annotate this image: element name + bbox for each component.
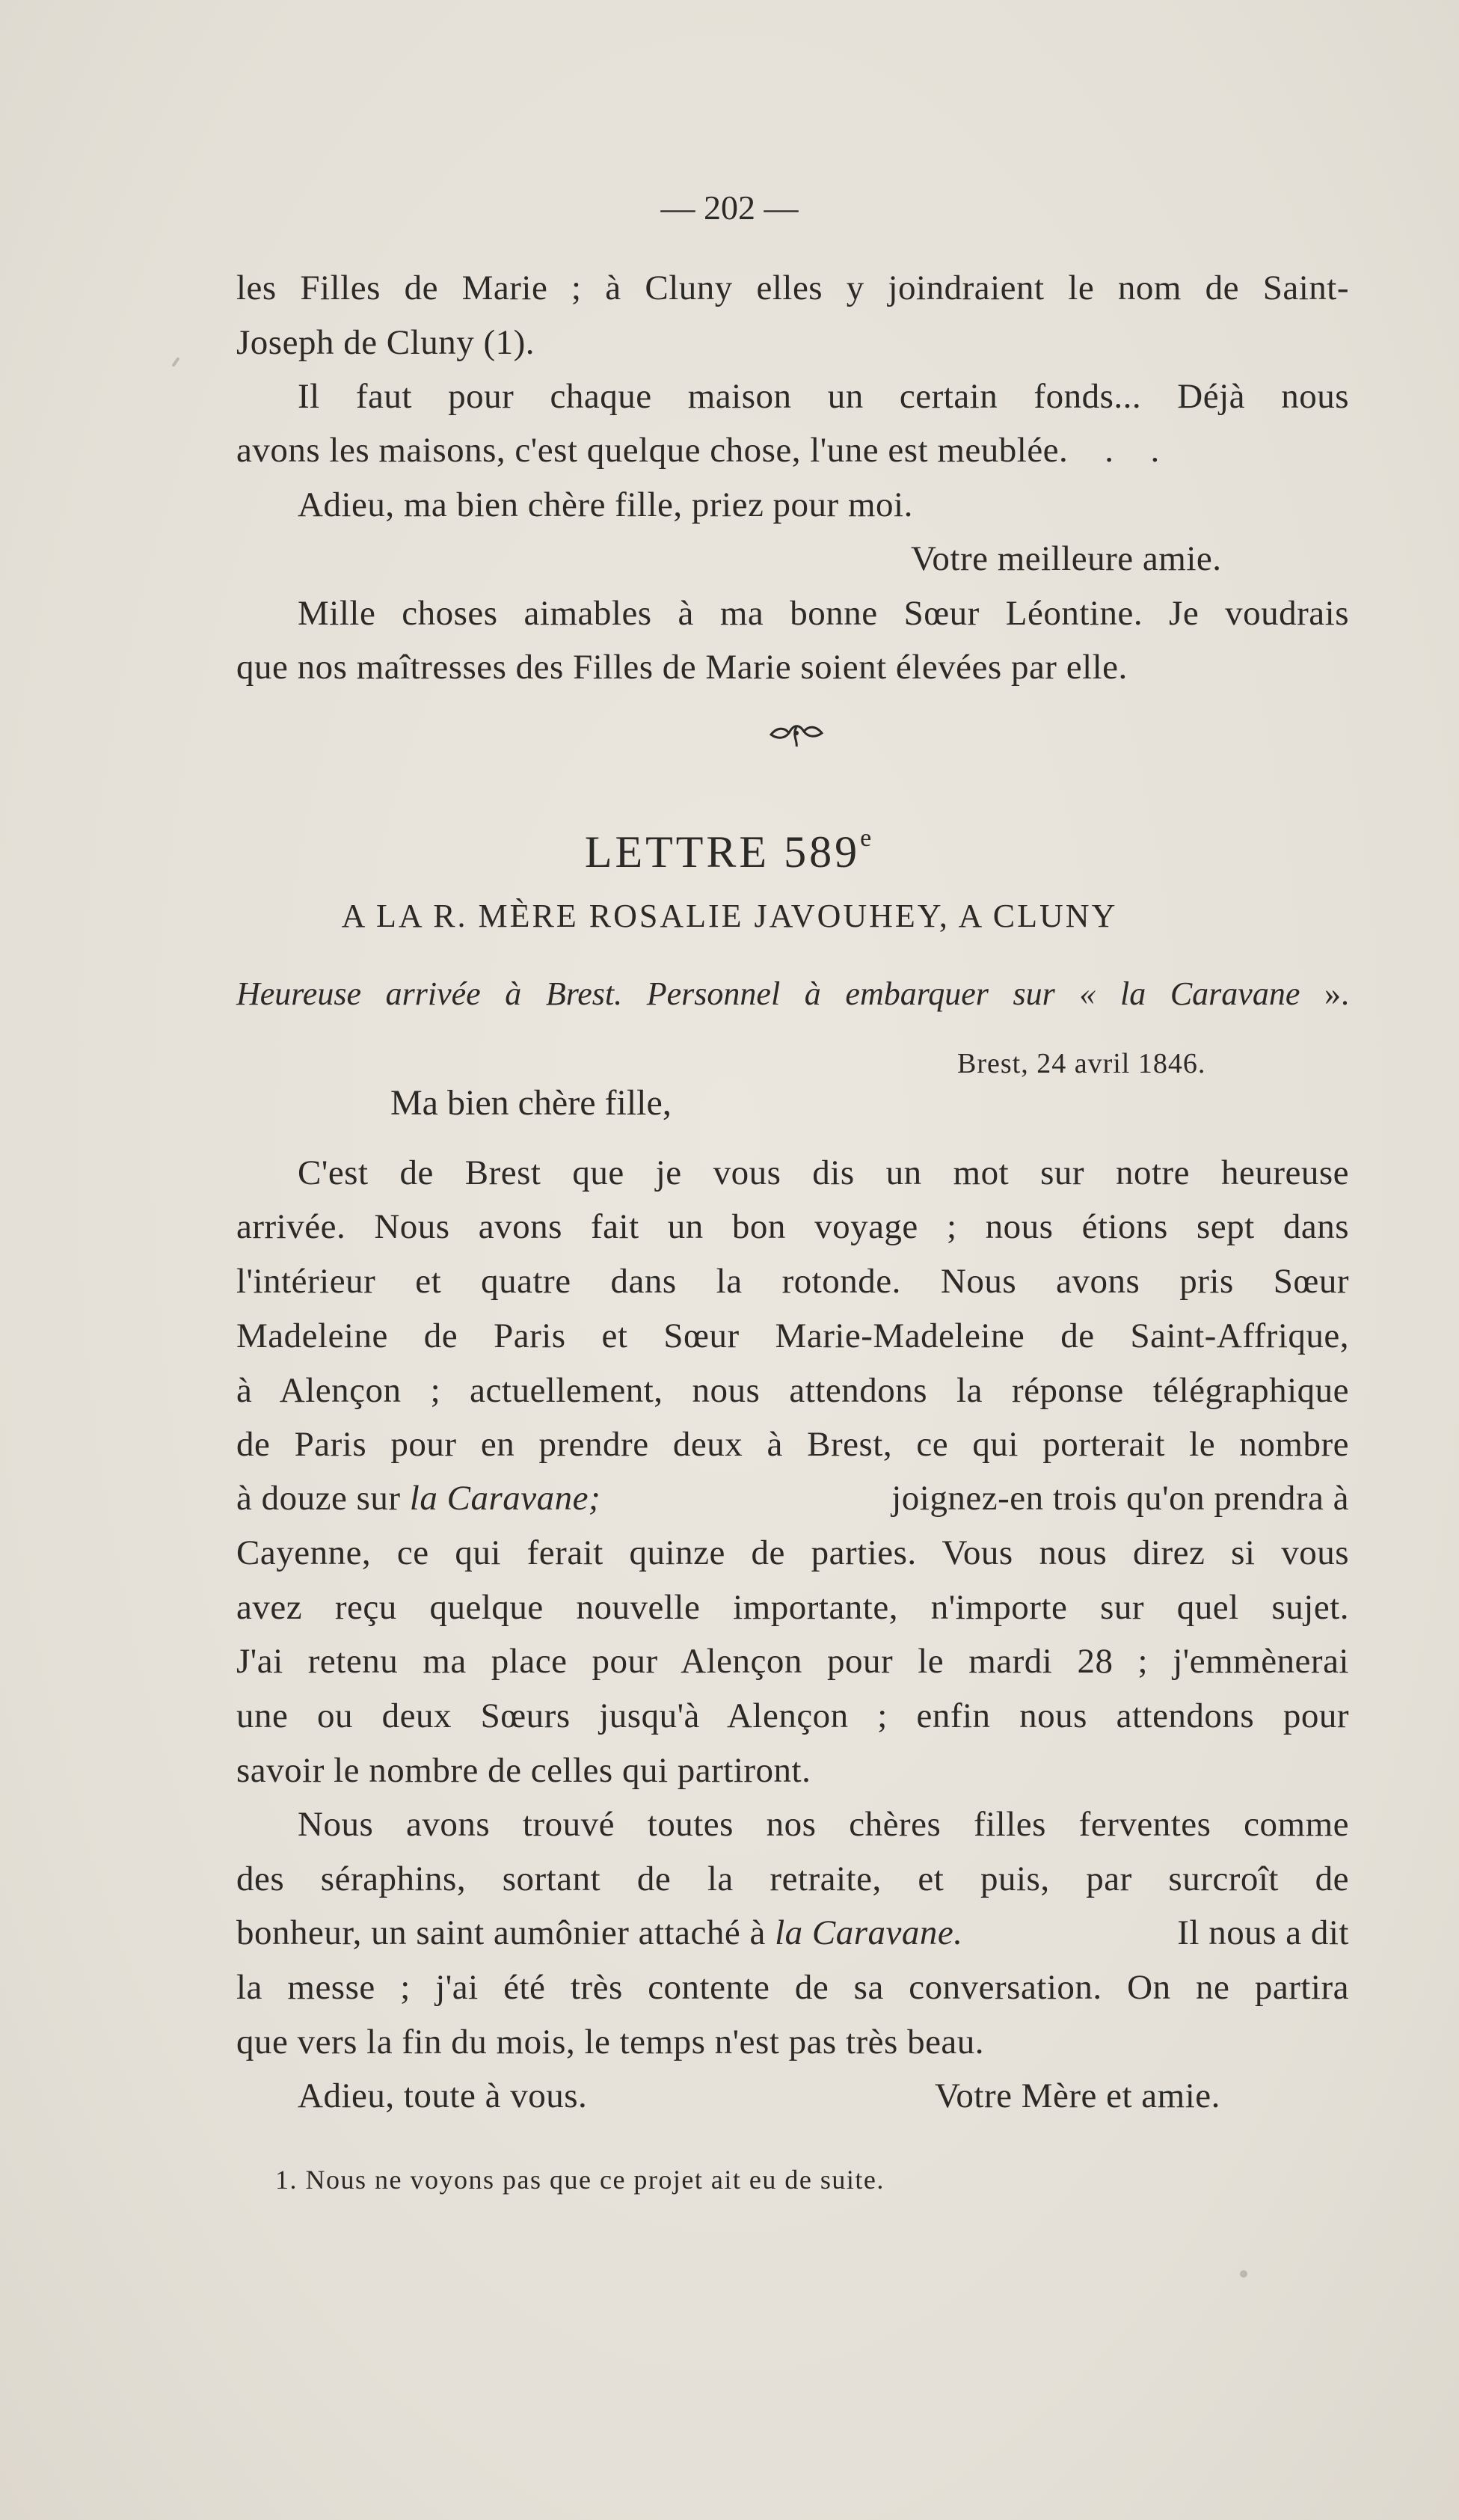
- ornament-fleuron-icon: [767, 718, 826, 748]
- text-line: à Alençon ; actuellement, nous attendons la réponse télégraphique: [236, 1371, 1349, 1410]
- text-line: arrivée. Nous avons fait un bon voyage ; nous étions sept dans: [236, 1207, 1349, 1246]
- text-line: que nos maîtresses des Filles de Marie soient élevées par elle.: [236, 648, 1128, 687]
- letter-title: [0, 812, 1459, 878]
- text-line: Madeleine de Paris et Sœur Marie-Madeleine de Saint-Affrique,: [236, 1316, 1349, 1355]
- closing-farewell: Adieu, toute à vous.: [298, 2076, 588, 2115]
- text-line: la messe ; j'ai été très contente de sa conversation. On ne partira: [236, 1968, 1349, 2007]
- ship-name: la Caravane;: [409, 1479, 601, 1518]
- page-number: — 202 —: [660, 188, 799, 227]
- letter-title-main: LETTRE 589: [584, 827, 861, 877]
- paper-speck: [1240, 2270, 1247, 2278]
- letter-title-sup: e: [860, 824, 875, 852]
- ship-name: la Caravane.: [775, 1913, 963, 1952]
- text-line: Nous avons trouvé toutes nos chères filles ferventes comme: [298, 1805, 1349, 1844]
- letter-dateline: Brest, 24 avril 1846.: [957, 1048, 1206, 1079]
- letter-recipient: A LA R. MÈRE ROSALIE JAVOUHEY, A CLUNY: [341, 898, 1118, 934]
- text-line: les Filles de Marie ; à Cluny elles y joindraient le nom de Saint-: [236, 269, 1349, 307]
- text-line: des séraphins, sortant de la retraite, et puis, par surcroît de: [236, 1860, 1349, 1898]
- text-line: de Paris pour en prendre deux à Brest, ce qui porterait le nombre: [236, 1425, 1349, 1464]
- letter-summary: Heureuse arrivée à Brest. Personnel à embarquer sur « la Caravane ».: [236, 975, 1349, 1012]
- text-line: avons les maisons, c'est quelque chose, l'une est meublée. . .: [236, 431, 1160, 470]
- text-line: que vers la fin du mois, le temps n'est pas très beau.: [236, 2023, 985, 2061]
- closing-signature: Votre meilleure amie.: [911, 539, 1222, 578]
- letter-salutation: Ma bien chère fille,: [390, 1083, 672, 1123]
- text-line: avez reçu quelque nouvelle importante, n'importe sur quel sujet.: [236, 1588, 1349, 1627]
- closing-signature: Votre Mère et amie.: [935, 2076, 1220, 2115]
- text-line: Mille choses aimables à ma bonne Sœur Léontine. Je voudrais: [298, 594, 1349, 633]
- footnote: 1. Nous ne voyons pas que ce projet ait eu de suite.: [275, 2165, 885, 2195]
- text-line: savoir le nombre de celles qui partiront.: [236, 1751, 811, 1790]
- text-line: Il faut pour chaque maison un certain fonds... Déjà nous: [298, 377, 1349, 416]
- text-line: Cayenne, ce qui ferait quinze de parties. Vous nous direz si vous: [236, 1533, 1349, 1572]
- text-line: l'intérieur et quatre dans la rotonde. Nous avons pris Sœur: [236, 1262, 1349, 1301]
- text-line: Joseph de Cluny (1).: [236, 323, 535, 362]
- text-line-mixed: bonheur, un saint aumônier attaché à la Caravane. Il nous a dit: [236, 1913, 1349, 1952]
- text-line-mixed: à douze sur la Caravane; joignez-en trois qu'on prendra à: [236, 1479, 1349, 1518]
- text-line: Adieu, ma bien chère fille, priez pour moi.: [298, 485, 913, 524]
- text-line: J'ai retenu ma place pour Alençon pour le mardi 28 ; j'emmènerai: [236, 1642, 1349, 1681]
- paper-speck: [171, 357, 179, 367]
- text-line: une ou deux Sœurs jusqu'à Alençon ; enfin nous attendons pour: [236, 1696, 1349, 1735]
- text-line: C'est de Brest que je vous dis un mot sur notre heureuse: [298, 1153, 1349, 1192]
